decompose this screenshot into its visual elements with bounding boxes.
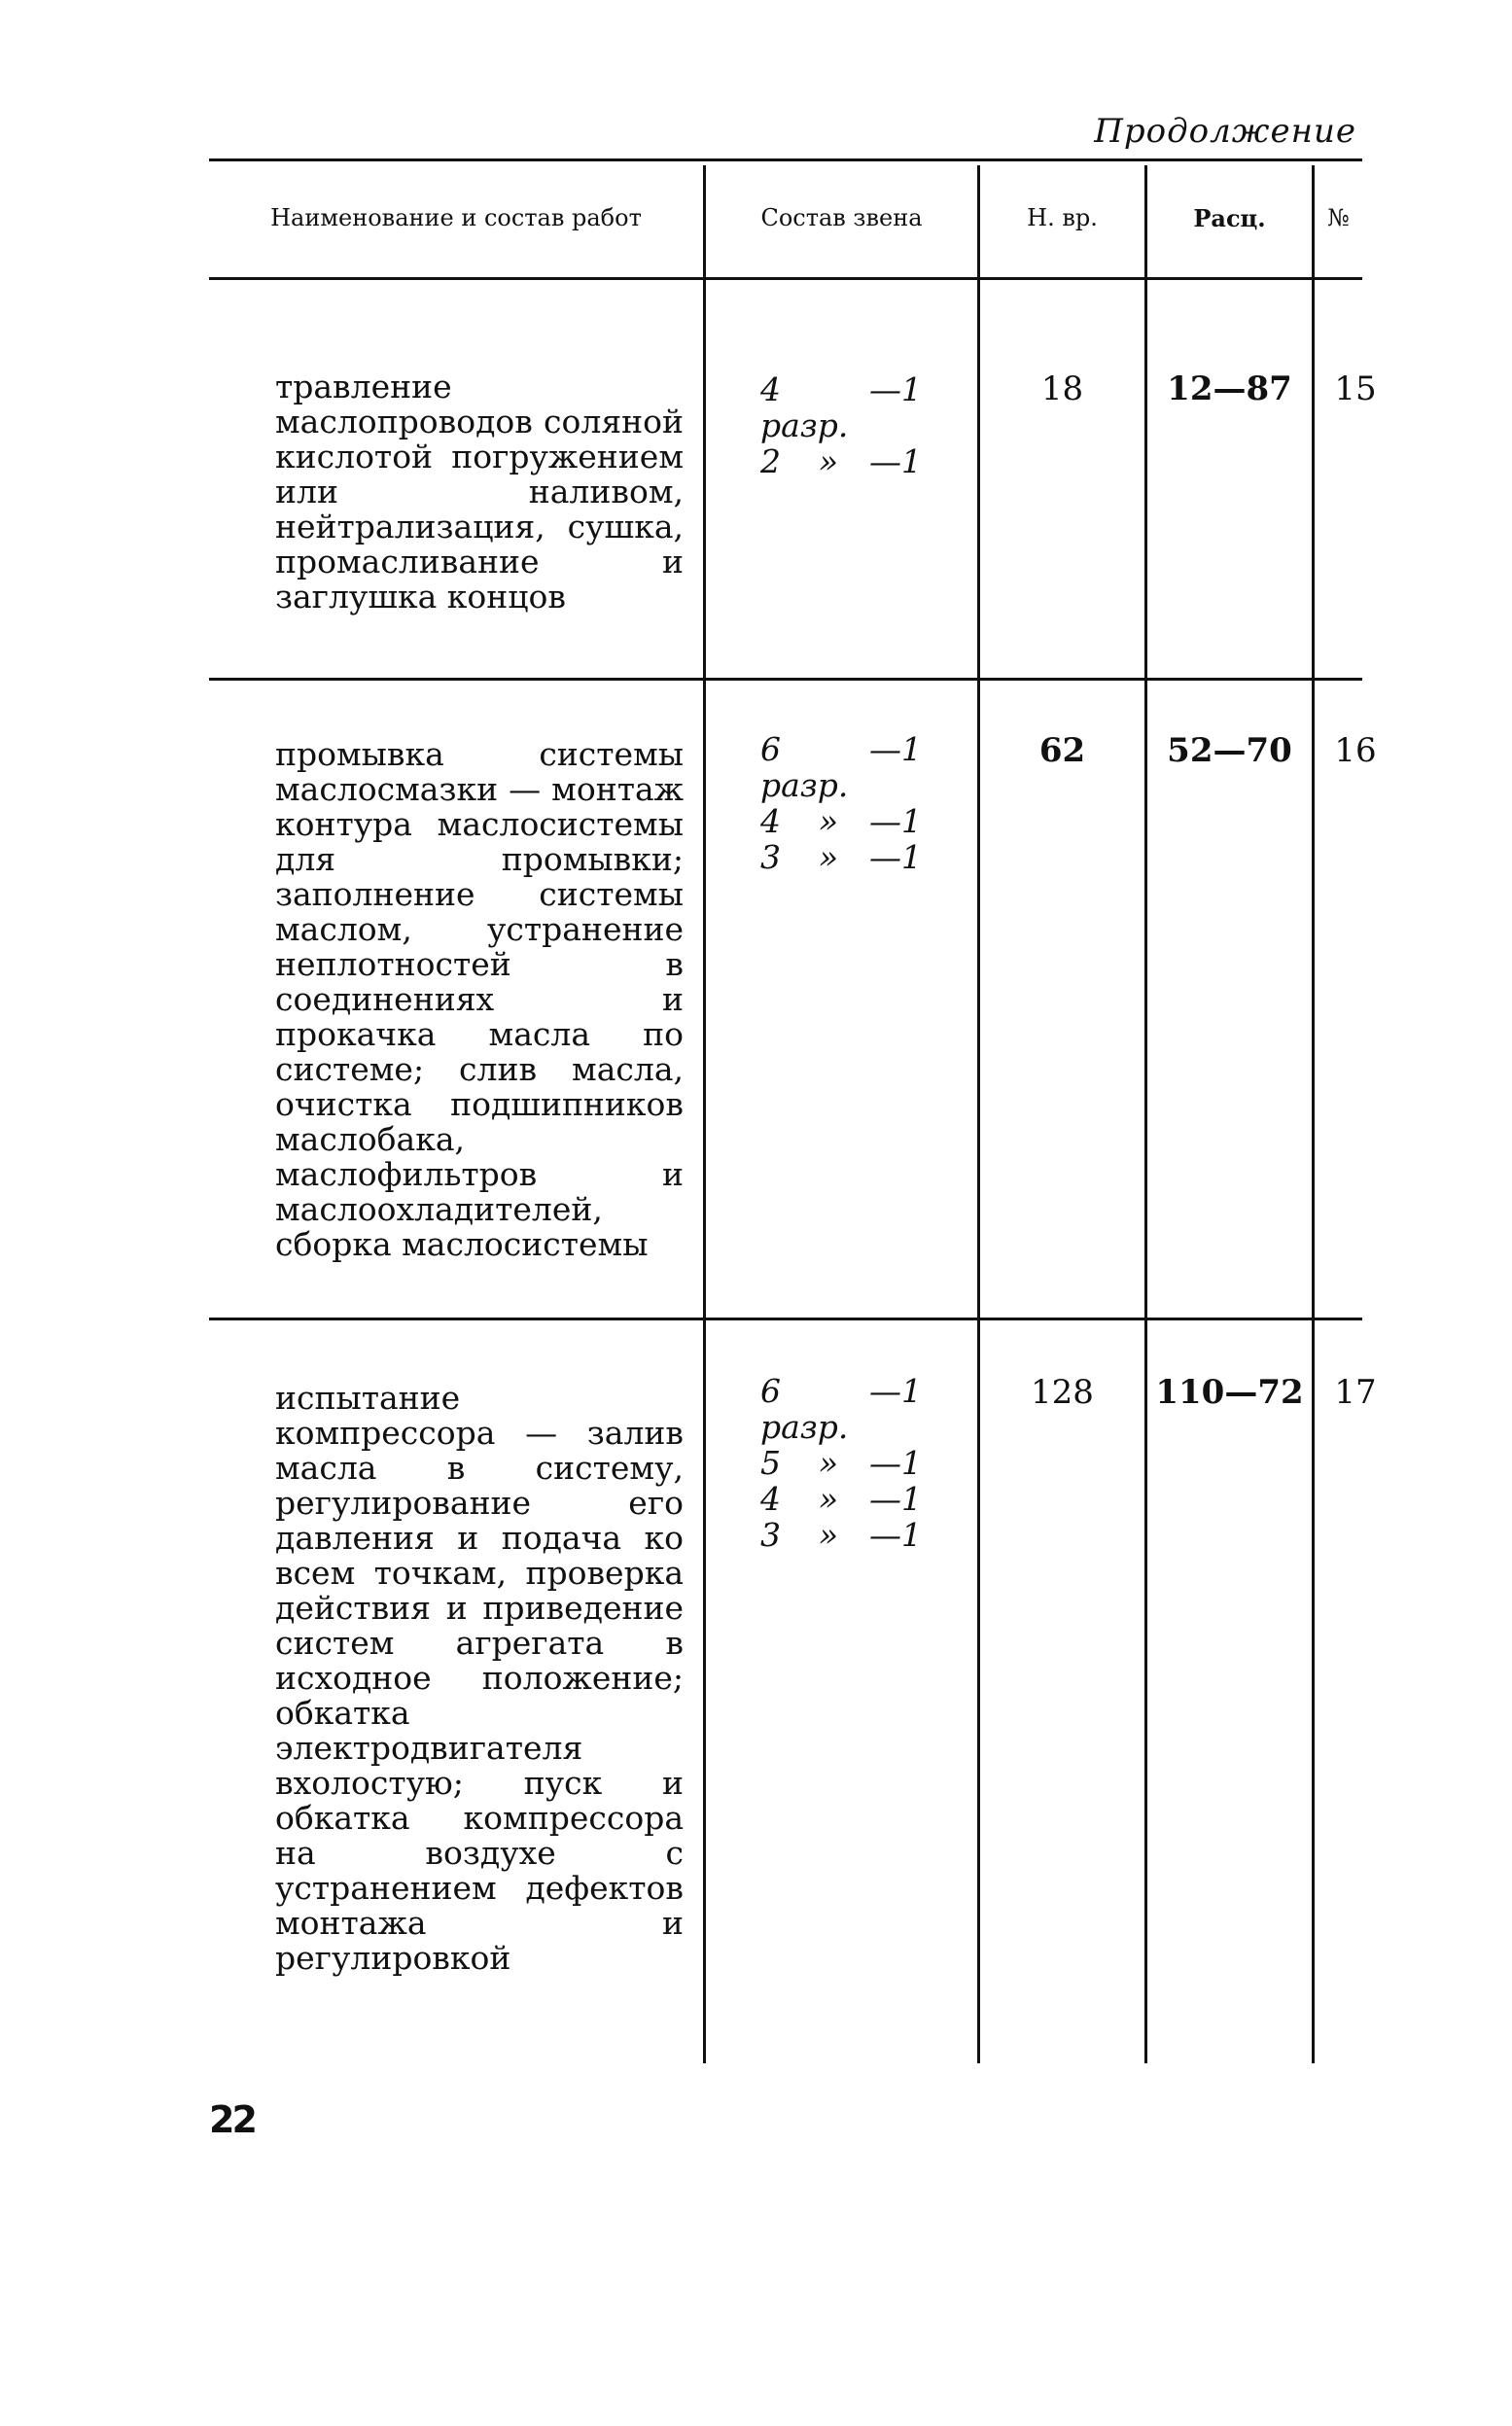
crew-dash: » [818,1444,839,1482]
table-row-3-work: испытание компрессора — залив масла в систему, регулирование его давления и подача ко всем точкам, проверка действия и приведение систем агрегата в исходное положение; обкатка электродвигателя вхолостую; пуск и обкатка компрессора на воздухе с устранением дефектов монтажа и регулировкой [275,1379,684,1977]
crew-grade: 5 [760,1444,781,1482]
column-rule-3 [1144,165,1147,2063]
crew-dash: — [869,730,901,768]
crew-count: —1 [869,802,922,840]
crew-count: —1 [869,1444,922,1482]
crew-grade: 2 [760,442,781,480]
column-header-crew: Состав звена [760,204,923,231]
crew-dash: » [818,838,839,876]
crew-line [760,1373,922,1445]
row-divider-1 [209,678,1362,681]
crew-grade: 4 [760,802,781,840]
crew-count: —1 [869,838,922,876]
table-row-1-rate: 12—87 [1167,369,1292,408]
column-rule-4 [1312,165,1315,2063]
crew-line [760,371,922,443]
crew-count: 1 [901,730,922,768]
crew-grade: 4 разр. [760,370,849,444]
table-row-3-number: 17 [1334,1373,1377,1412]
column-header-number: № [1327,204,1350,231]
crew-line [760,1517,922,1553]
table-row-1-crew [760,371,922,479]
table-row-2-rate: 52—70 [1167,731,1292,770]
crew-count: —1 [869,1480,922,1518]
continuation-label: Продолжение [1094,112,1356,151]
crew-count: 1 [901,1372,922,1410]
column-rule-1 [703,165,706,2063]
crew-grade: 3 [760,1516,781,1554]
column-rule-2 [977,165,980,2063]
table-row-2-work: промывка системы маслосмазки — монтаж контура маслосистемы для промывки; заполнение системы маслом, устранение неплотностей в соединениях и прокачка масла по системе; слив масла, очистка подшипников маслобака, маслофильтров и маслоохладителей, сборка маслосистемы [275,735,684,1263]
crew-line [760,839,922,875]
crew-dash: — [869,370,901,408]
crew-line [760,731,922,803]
table-row-1-number: 15 [1334,369,1377,408]
crew-grade: 4 [760,1480,781,1518]
crew-line [760,1481,922,1517]
crew-dash: » [818,802,839,840]
table-row-1-work: травление маслопроводов соляной кислотой погружением или наливом, нейтрализация, сушка, промасливание и заглушка концов [275,368,684,615]
table-row-3-crew [760,1373,922,1553]
table-row-1-norm: 18 [1040,369,1084,408]
crew-grade: 3 [760,838,781,876]
column-header-rate: Расц. [1193,204,1266,232]
crew-line [760,443,922,479]
crew-dash: » [818,442,839,480]
table-row-2-norm: 62 [1038,731,1086,770]
table-row-3-norm: 128 [1031,1373,1094,1412]
header-bottom-rule [209,277,1362,280]
crew-count: —1 [869,442,922,480]
crew-grade: 6 разр. [760,730,849,804]
crew-dash: » [818,1480,839,1518]
table-row-2-number: 16 [1334,731,1377,770]
column-header-norm: Н. вр. [1027,204,1098,231]
crew-line [760,803,922,839]
crew-count: —1 [869,1516,922,1554]
row-divider-2 [209,1318,1362,1320]
crew-grade: 6 разр. [760,1372,849,1446]
column-header-name: Наименование и состав работ [270,204,642,231]
table-top-rule [209,158,1362,161]
page-number: 22 [209,2098,255,2141]
table-row-3-rate: 110—72 [1155,1373,1304,1412]
crew-count: 1 [901,370,922,408]
crew-dash: — [869,1372,901,1410]
crew-dash: » [818,1516,839,1554]
table-row-2-crew [760,731,922,875]
crew-line [760,1445,922,1481]
